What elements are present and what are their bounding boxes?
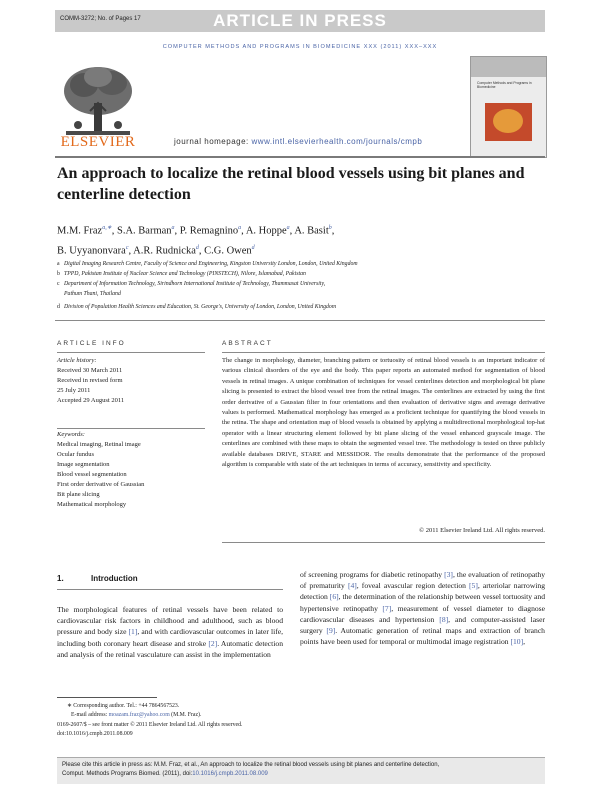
author: C.G. Owen [204, 245, 252, 256]
introduction-rule [57, 589, 283, 590]
citation-link[interactable]: [7] [382, 603, 392, 613]
abstract-rule [222, 352, 545, 353]
citation-link[interactable]: [4] [347, 581, 357, 591]
citation-link[interactable]: [1] [128, 627, 138, 637]
citation-link[interactable]: [9] [326, 626, 336, 636]
affiliation: a Digital Imaging Research Centre, Faculty of Science and Engineering, Kingston University London, London, United Kingdom [57, 261, 358, 267]
keyword: First order derivative of Gaussian [57, 481, 145, 488]
footnote-rule [57, 697, 157, 698]
author: P. Remagnino [179, 225, 239, 237]
intro-column-right: of screening programs for diabetic retinopathy [3], the evaluation of retinopathy of prematurity [4], foveal avascular region detection [5], arteriolar narrowing detection [6], the determination of the relationship between vessel tortuosity and hypertensive retinopathy [7], measurement of vessel diameter to diagnose cardiovascular diseases and hypertension [8], and computer-assisted laser surgery [9]. Automatic generation of retinal maps and extraction of branch points have been used for temporal or multimodal image registration [10], [300, 570, 546, 647]
keyword: Mathematical morphology [57, 501, 127, 508]
author: S.A. Barman [117, 225, 172, 237]
cover-title: Computer Methods and Programs in Biomedicine [477, 81, 532, 89]
email-link[interactable]: moazam.fraz@yahoo.com [108, 712, 170, 718]
citation-link[interactable]: [6] [329, 592, 339, 602]
affiliation: c Department of Information Technology, Sirindhorn International Institute of Technology, Thammasat University, [57, 281, 326, 287]
citation-text: Please cite this article in press as: M.M. Fraz, et al., An approach to localize the retinal blood vessels using bit planes and centerline detection, Comput. Methods Programs Biomed. (2011), doi:10.1016/j.cmpb.2011.08.009 [62, 762, 440, 777]
paper-title: An approach to localize the retinal blood vessels using bit planes and centerline detection [57, 165, 525, 203]
abstract-text: The change in morphology, diameter, branching pattern or tortuosity of retinal blood vessels is an important indicator of various clinical disorders of the eye and the body. This paper reports an automated method for segmentation of blood vessels in retinal images. A unique combination of techniques for vessel centerlines detection and morphological bit plane slicing is presented to extract the blood vessel tree from the retinal images. The centerlines are extracted by using the first order derivative of a Gaussian filter in four orientations and then evaluation of derivative signs and average derivative values is performed. Mathematical morphology has emerged as a proficient technique for quantifying the blood vessels in the retina. The shape and orientation map of blood vessels is obtained by applying a multidirectional morphological top-hat operator with a linear structuring element followed by bit plane slicing of the vessel enhanced grayscale image. The centerlines are combined with these maps to obtain the segmented vessel tree. The methodology is tested on three publicly available databases DRIVE, STARE and MESSIDOR. The results demonstrate that the performance of the proposed algorithm is comparable with state of the art techniques in terms of accuracy, sensitivity and specificity. [222, 357, 545, 469]
affiliation: Pathum Thani, Thailand [64, 291, 121, 297]
author: A. Hoppe [245, 225, 287, 237]
author: A.R. Rudnicka [133, 245, 196, 256]
author: M.M. Fraz [57, 225, 103, 237]
homepage-link[interactable]: www.intl.elsevierhealth.com/journals/cmpb [251, 137, 423, 146]
issn-line: 0169-2607/$ – see front matter © 2011 Elsevier Ireland Ltd. All rights reserved. [57, 722, 243, 728]
affiliation: d Division of Population Health Sciences and Education, St. George's, University of London, London, United Kingdom [57, 304, 337, 310]
citation-doi-link[interactable]: 10.1016/j.cmpb.2011.08.009 [192, 771, 268, 777]
citation-link[interactable]: [8] [439, 614, 449, 624]
section-divider [55, 320, 545, 321]
history-block: Article history: Received 30 March 2011 Received in revised form 25 July 2011 Accepted 29 August 2011 [57, 357, 125, 404]
journal-cover-thumbnail [470, 56, 547, 158]
keyword: Ocular fundus [57, 451, 95, 458]
journal-homepage [174, 137, 422, 146]
citation-link[interactable]: [3] [444, 570, 453, 579]
author-list: M.M. Fraz$^{a,∗}$, S.A. Barman$^a$, P. Remagnino$^a$, A. Hoppe$^a$, A. Basit$^b$, B. Uyyanonvara$^c$, A.R. Rudnicka$^d$, C.G. Owen$^d$ [57, 225, 335, 256]
author: A. Basit [294, 225, 329, 237]
article-info-rule [57, 352, 205, 353]
journal-running-head: COMPUTER METHODS AND PROGRAMS IN BIOMEDICINE XXX (2011) XXX–XXX [162, 44, 438, 50]
keyword: Image segmentation [57, 461, 110, 468]
abstract-bottom-rule [222, 542, 545, 543]
manuscript-meta: COMM-3272; No. of Pages 17 [60, 16, 141, 22]
copyright-line: © 2011 Elsevier Ireland Ltd. All rights reserved. [419, 527, 545, 534]
banner-text: ARTICLE IN PRESS [213, 11, 387, 30]
homepage-label: journal homepage: [174, 137, 249, 146]
header-divider [55, 156, 545, 158]
abstract-heading: ABSTRACT [222, 340, 273, 347]
corresponding-author-note: ∗ Corresponding author. Tel.: +44 7864567523. [67, 703, 180, 709]
keywords-block: Keywords: Medical imaging, Retinal image Ocular fundus Image segmentation Blood vessel segmentation First order derivative of Gaussian Bit plane slicing Mathematical morphology [57, 431, 145, 508]
email-note: E-mail address: moazam.fraz@yahoo.com (M.M. Fraz). [71, 712, 202, 718]
keyword: Medical imaging, Retinal image [57, 441, 141, 448]
keywords-rule [57, 428, 205, 429]
keyword: Blood vessel segmentation [57, 471, 127, 478]
citation-link[interactable]: [2] [208, 638, 218, 648]
doi-line[interactable]: doi:10.1016/j.cmpb.2011.08.009 [57, 731, 133, 737]
citation-link[interactable]: [10] [510, 637, 524, 647]
affiliation: b TPPD, Pakistan Institute of Nuclear Science and Technology (PINSTECH), Nilore, Islamabad, Pakistan [57, 271, 306, 277]
introduction-heading: 1. Introduction [57, 574, 138, 583]
keyword: Bit plane slicing [57, 491, 100, 498]
author: B. Uyyanonvara [57, 245, 126, 256]
elsevier-wordmark: ELSEVIER [60, 134, 136, 150]
intro-column-left: The morphological features of retinal vessels have been related to cardiovascular risk factors in childhood and adulthood, such as blood pressure and body size [1], and with cardiovascular outcomes in later life, including both coronary heart disease and stroke [2]. Automatic detection and analysis of the retinal vasculature can assist in the implementation [57, 605, 283, 659]
article-info-heading: ARTICLE INFO [57, 340, 126, 347]
citation-link[interactable]: [5] [469, 581, 478, 591]
